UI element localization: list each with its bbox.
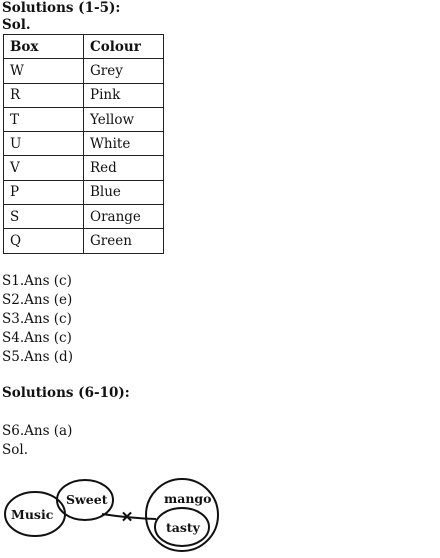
box-cell: V [4, 156, 84, 180]
box-cell: W [4, 59, 84, 83]
sweet-label: Sweet [66, 492, 108, 507]
colour-cell: Yellow [84, 107, 164, 131]
box-cell: S [4, 205, 84, 229]
answer-s4: S4.Ans (c) [2, 330, 72, 346]
colour-cell: Red [84, 156, 164, 180]
colour-cell: Blue [84, 180, 164, 204]
table-row [4, 180, 164, 204]
answer-s3: S3.Ans (c) [2, 311, 72, 327]
box-cell: U [4, 132, 84, 156]
solutions-1-5-heading: Solutions (1-5): [2, 0, 121, 16]
colour-cell: Grey [84, 59, 164, 83]
column-header-box: Box [4, 35, 84, 59]
colour-cell: White [84, 132, 164, 156]
box-colour-table [3, 34, 164, 254]
table-header-row [4, 35, 164, 59]
answers-list-1-5 [2, 272, 73, 367]
table-row [4, 59, 164, 83]
mango-circle [146, 479, 218, 551]
answer-s5: S5.Ans (d) [2, 349, 73, 365]
table-row [4, 107, 164, 131]
tasty-label: tasty [166, 520, 200, 535]
solutions-6-10-heading: Solutions (6-10): [2, 385, 130, 401]
box-cell: P [4, 180, 84, 204]
colour-cell: Pink [84, 83, 164, 107]
table-row [4, 83, 164, 107]
sol-label-1: Sol. [2, 17, 31, 33]
cross-mark: ✕ [120, 508, 134, 526]
answer-s6: S6.Ans (a) [2, 423, 73, 439]
colour-cell: Green [84, 229, 164, 253]
box-cell: Q [4, 229, 84, 253]
table-row [4, 132, 164, 156]
mango-label: mango [164, 491, 212, 506]
table-row [4, 229, 164, 253]
music-label: Music [11, 507, 54, 522]
box-cell: T [4, 107, 84, 131]
colour-cell: Orange [84, 205, 164, 229]
sol-label-2: Sol. [2, 442, 28, 458]
box-cell: R [4, 83, 84, 107]
column-header-colour: Colour [84, 35, 164, 59]
table-row [4, 156, 164, 180]
table-row [4, 205, 164, 229]
venn-diagram [0, 474, 440, 558]
answer-s2: S2.Ans (e) [2, 292, 73, 308]
answer-s1: S1.Ans (c) [2, 273, 72, 289]
